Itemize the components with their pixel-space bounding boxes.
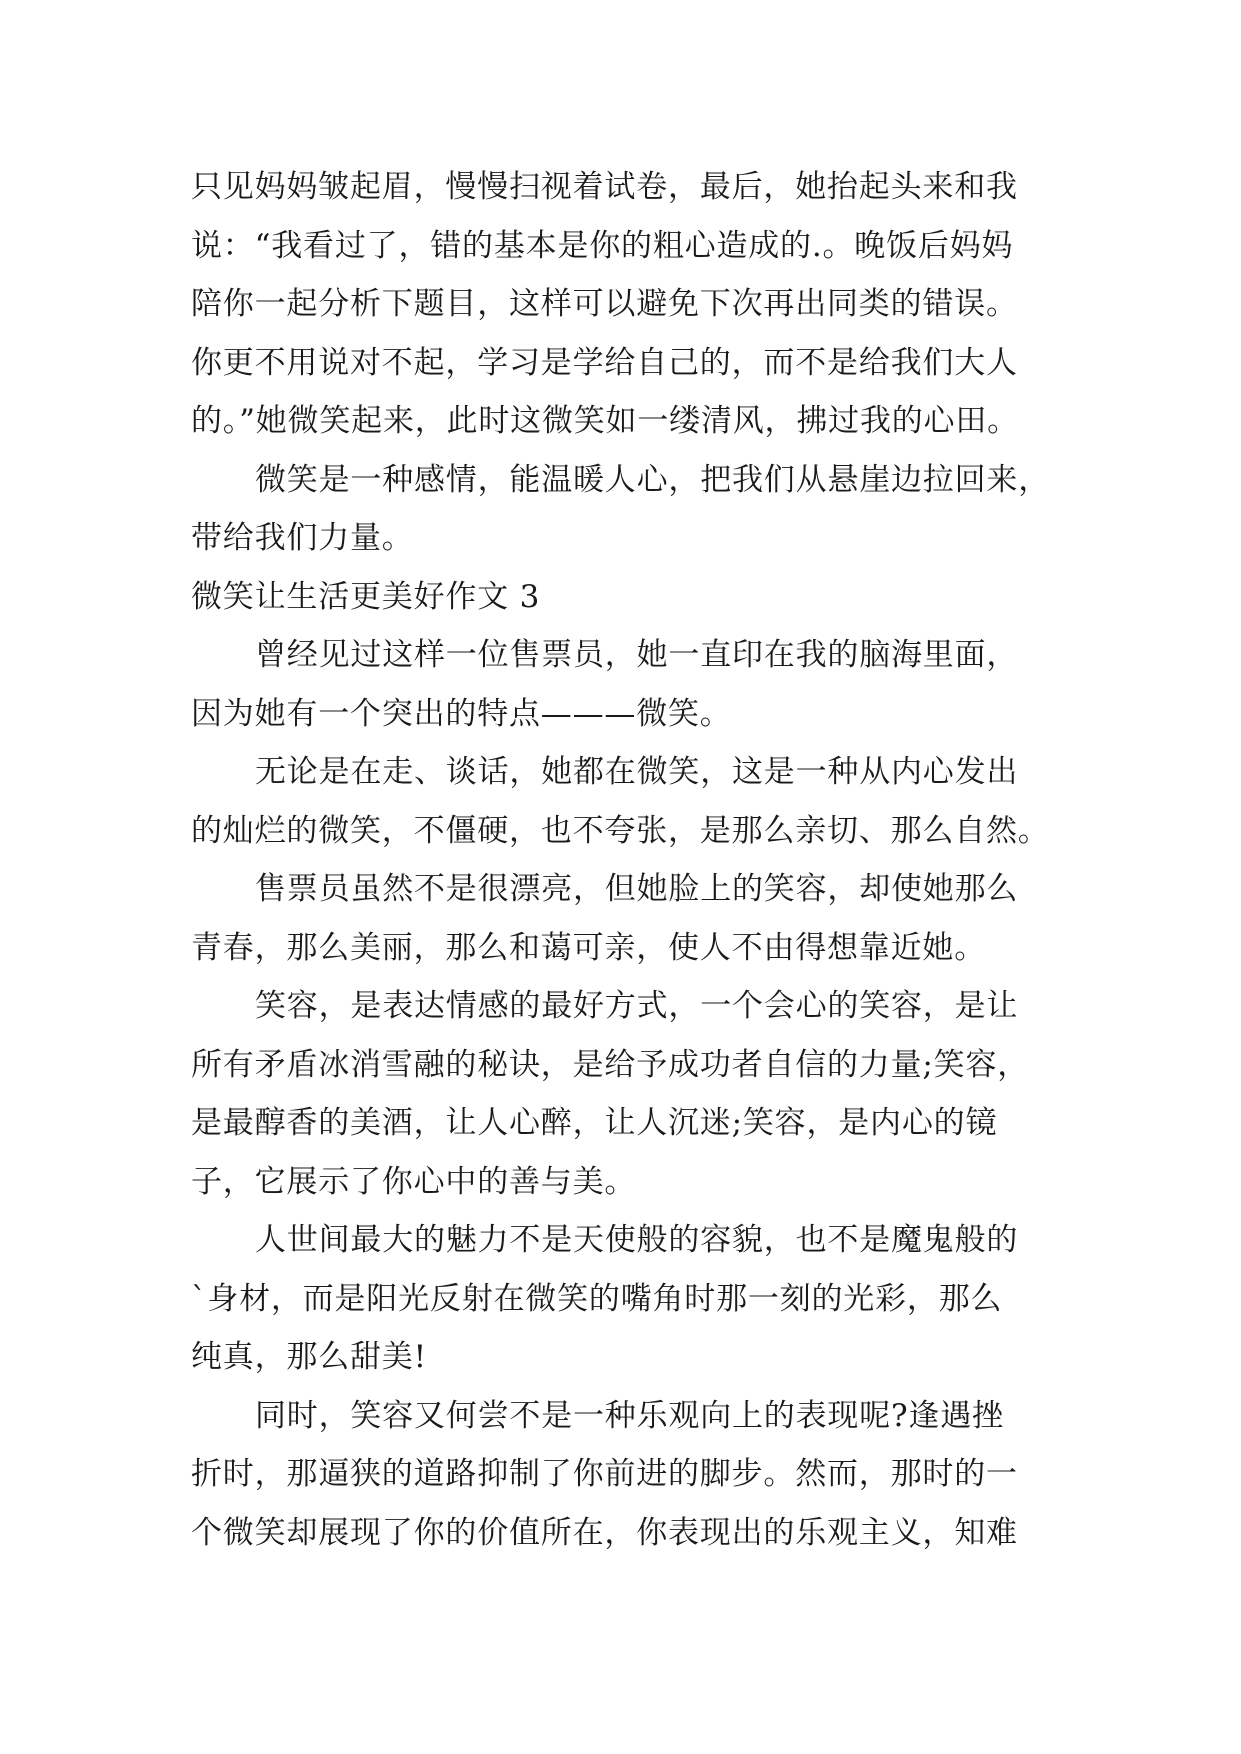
text-line: 说：“我看过了，错的基本是你的粗心造成的.。晚饭后妈妈 bbox=[191, 227, 1014, 264]
text-line: 陪你一起分析下题目，这样可以避免下次再出同类的错误。 bbox=[191, 286, 1018, 322]
text-line: 子，它展示了你心中的善与美。 bbox=[191, 1163, 637, 1200]
text-line: 曾经见过这样一位售票员，她一直印在我的脑海里面， bbox=[255, 637, 1019, 673]
text-line: 折时，那逼狭的道路抑制了你前进的脚步。然而，那时的一 bbox=[191, 1456, 1018, 1492]
text-line: `身材，而是阳光反射在微笑的嘴角时那一刻的光彩，那么 bbox=[191, 1280, 1003, 1317]
text-line: 你更不用说对不起，学习是学给自己的，而不是给我们大人 bbox=[191, 344, 1018, 381]
text-line: 个微笑却展现了你的价值所在，你表现出的乐观主义，知难 bbox=[191, 1514, 1018, 1551]
text-line: 同时，笑容又何尝不是一种乐观向上的表现呢?逢遇挫 bbox=[255, 1397, 1004, 1434]
text-line: 售票员虽然不是很漂亮，但她脸上的笑容，却使她那么 bbox=[255, 871, 1019, 907]
text-line: 所有矛盾冰消雪融的秘诀，是给予成功者自信的力量;笑容， bbox=[191, 1046, 1030, 1083]
text-line: 无论是在走、谈话，她都在微笑，这是一种从内心发出 bbox=[255, 754, 1019, 790]
text-line: 人世间最大的魅力不是天使般的容貌，也不是魔鬼般的 bbox=[255, 1222, 1019, 1258]
essay-text bbox=[191, 158, 1071, 1562]
text-line: 青春，那么美丽，那么和蔼可亲，使人不由得想靠近她。 bbox=[191, 929, 986, 966]
text-line: 是最醇香的美酒，让人心醉，让人沉迷;笑容，是内心的镜 bbox=[191, 1105, 998, 1141]
text-line: 因为她有一个突出的特点———微笑。 bbox=[191, 695, 732, 732]
section-heading: 微笑让生活更美好作文 3 bbox=[191, 578, 541, 615]
text-line: 微笑是一种感情，能温暖人心，把我们从悬崖边拉回来， bbox=[255, 461, 1050, 498]
text-line: 的。”她微笑起来，此时这微笑如一缕清风，拂过我的心田。 bbox=[191, 403, 1019, 439]
text-line: 带给我们力量。 bbox=[191, 520, 414, 556]
text-line: 的灿烂的微笑，不僵硬，也不夸张，是那么亲切、那么自然。 bbox=[191, 812, 1050, 849]
text-line: 笑容，是表达情感的最好方式，一个会心的笑容，是让 bbox=[255, 988, 1019, 1024]
text-line: 只见妈妈皱起眉，慢慢扫视着试卷，最后，她抬起头来和我 bbox=[191, 169, 1018, 205]
text-line: 纯真，那么甜美! bbox=[191, 1339, 427, 1375]
